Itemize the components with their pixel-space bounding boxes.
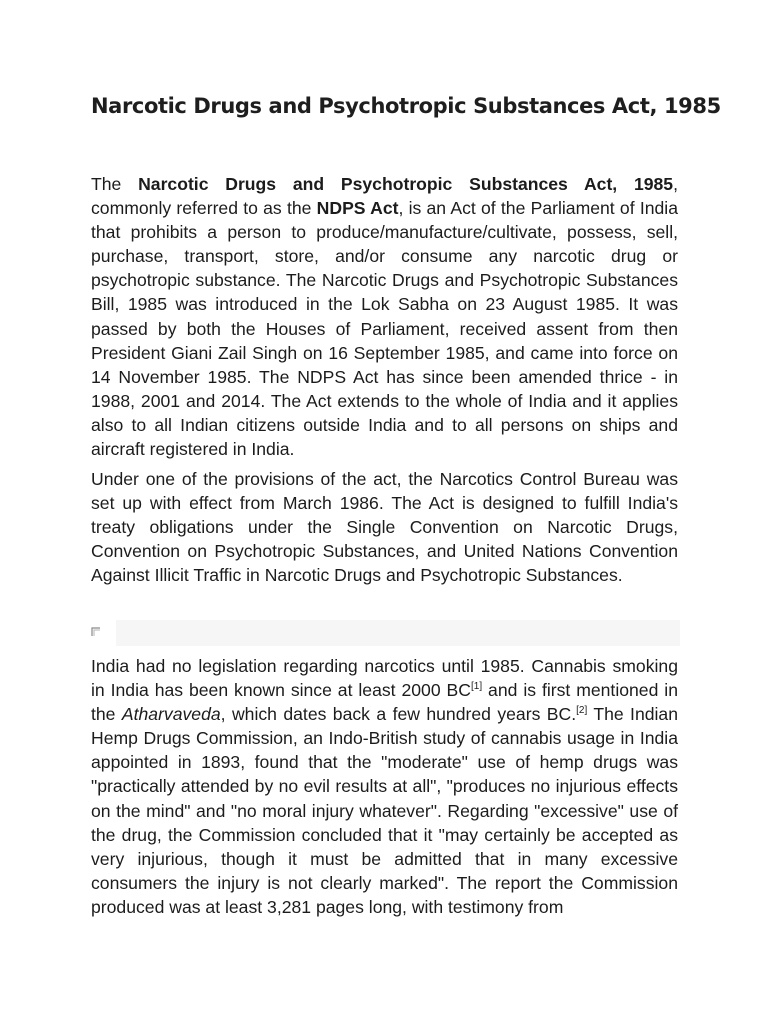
document-title: Narcotic Drugs and Psychotropic Substances Act, 1985	[91, 94, 721, 118]
text-run: , is an Act of the Parliament of India that prohibits a person to produce/manufacture/cultivate, possess, sell, purchase, transport, store, and/or consume any narcotic drug or psychotropic substance. The Narcotic Drugs and Psychotropic Substances Bill, 1985 was introduced in the Lok Sabha on 23 August 1985. It was passed by both the Houses of Parliament, received assent from then President Giani Zail Singh on 16 September 1985, and came into force on 14 November 1985. The NDPS Act has since been amended thrice - in 1988, 2001 and 2014. The Act extends to the whole of India and it applies also to all Indian citizens outside India and to all persons on ships and aircraft registered in India.	[91, 198, 678, 460]
paragraph-intro	[91, 172, 678, 461]
text-run: The	[91, 174, 139, 194]
image-placeholder	[88, 620, 680, 646]
act-name-bold: Narcotic Drugs and Psychotropic Substances Act, 1985	[138, 174, 674, 194]
citation-ref-1[interactable]: [1]	[471, 681, 483, 693]
paragraph-provisions	[91, 467, 678, 587]
text-run: , which dates back a few hundred years BC.	[220, 704, 577, 725]
text-run: , commonly referred to as the	[91, 174, 678, 219]
paragraph-history	[91, 654, 678, 919]
image-placeholder-bar	[116, 620, 680, 646]
broken-image-icon	[91, 627, 101, 637]
paragraph-text: Under one of the provisions of the act, the Narcotics Control Bureau was set up with effect from March 1986. The Act is designed to fulfill India's treaty obligations under the Single Convention on Narcotic Drugs, Convention on Psychotropic Substances, and United Nations Convention Against Illicit Traffic in Narcotic Drugs and Psychotropic Substances.	[91, 469, 678, 586]
text-run: India had no legislation regarding narcotics until 1985. Cannabis smoking in India has been known since at least 2000 BC	[91, 656, 678, 701]
ndps-act-bold: NDPS Act	[316, 198, 399, 219]
text-run: The Indian Hemp Drugs Commission, an Indo-British study of cannabis usage in India appointed in 1893, found that the "moderate" use of hemp drugs was "practically attended by no evil results at all", "produces no injurious effects on the mind" and "no moral injury whatever". Regarding "excessive" use of the drug, the Commission concluded that it "may certainly be accepted as very injurious, though it must be admitted that in many excessive consumers the injury is not clearly marked". The report the Commission produced was at least 3,281 pages long, with testimony from	[91, 704, 678, 917]
atharvaveda-italic: Atharvaveda	[121, 704, 221, 725]
text-run: and is first mentioned in the	[91, 680, 678, 725]
citation-ref-2[interactable]: [2]	[576, 705, 588, 717]
